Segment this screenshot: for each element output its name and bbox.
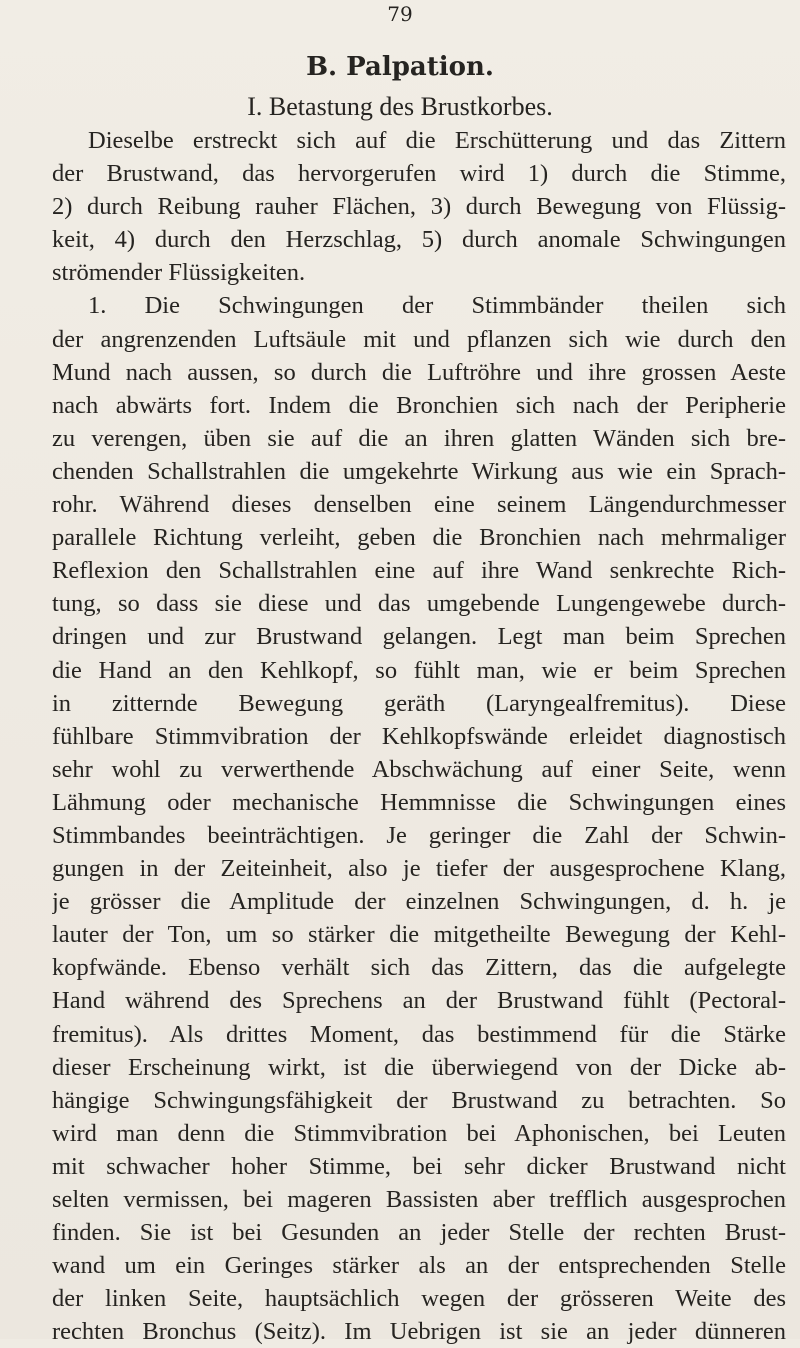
text-line: wand um ein Geringes stärker als an der entsprechenden Stelle (52, 1252, 786, 1280)
text-line: Stimmbandes beeinträchtigen. Je geringer die Zahl der Schwin- (52, 821, 786, 849)
text-line: fremitus). Als drittes Moment, das bestimmend für die Stärke (52, 1020, 786, 1048)
section-heading: B. Palpation. (306, 52, 494, 82)
text-line: fühlbare Stimmvibration der Kehlkopfswände erleidet diagnostisch (52, 722, 786, 750)
text-line: parallele Richtung verleiht, geben die Bronchien nach mehrmaliger (52, 524, 786, 552)
text-line: rechten Bronchus (Seitz). Im Uebrigen ist sie an jeder dünneren (52, 1318, 786, 1346)
text-line: Dieselbe erstreckt sich auf die Erschütterung und das Zittern (88, 127, 786, 154)
text-line: die Hand an den Kehlkopf, so fühlt man, wie er beim Sprechen (52, 656, 786, 684)
text-line: kopfwände. Ebenso verhält sich das Zittern, das die aufgelegte (52, 954, 786, 982)
text-line: strömender Flüssigkeiten. (52, 259, 306, 287)
text-line: keit, 4) durch den Herzschlag, 5) durch anomale Schwingungen (52, 226, 786, 254)
text-line: chenden Schallstrahlen die umgekehrte Wirkung aus wie ein Sprach- (52, 457, 786, 485)
text-line: lauter der Ton, um so stärker die mitgetheilte Bewegung der Kehl- (52, 921, 786, 949)
page-number: 79 (387, 2, 413, 26)
text-line: 1. Die Schwingungen der Stimmbänder theilen sich (88, 292, 786, 320)
subsection-heading: I. Betastung des Brustkorbes. (247, 92, 553, 121)
text-line: der linken Seite, hauptsächlich wegen der grösseren Weite des (52, 1285, 786, 1313)
text-line: wird man denn die Stimmvibration bei Aphonischen, bei Leuten (52, 1119, 786, 1147)
text-line: hängige Schwingungsfähigkeit der Brustwand zu betrachten. So (52, 1086, 786, 1114)
text-line: sehr wohl zu verwerthende Abschwächung auf einer Seite, wenn (52, 755, 786, 783)
text-line: je grösser die Amplitude der einzelnen Schwingungen, d. h. je (52, 888, 786, 916)
text-line: finden. Sie ist bei Gesunden an jeder Stelle der rechten Brust- (52, 1219, 786, 1247)
text-line: dringen und zur Brustwand gelangen. Legt man beim Sprechen (52, 623, 786, 651)
text-line: in zitternde Bewegung geräth (Laryngealfremitus). Diese (52, 689, 786, 717)
text-line: der angrenzenden Luftsäule mit und pflanzen sich wie durch den (52, 325, 786, 353)
text-line: dieser Erscheinung wirkt, ist die überwiegend von der Dicke ab- (52, 1053, 786, 1081)
text-line: nach abwärts fort. Indem die Bronchien sich nach der Peripherie (52, 391, 786, 419)
text-line: gungen in der Zeiteinheit, also je tiefer der ausgesprochene Klang, (52, 855, 786, 883)
text-line: Hand während des Sprechens an der Brustwand fühlt (Pectoral- (52, 987, 786, 1015)
text-line: selten vermissen, bei mageren Bassisten aber trefflich ausgesprochen (52, 1186, 786, 1213)
text-line: tung, so dass sie diese und das umgebende Lungengewebe durch- (52, 590, 786, 618)
text-line: Lähmung oder mechanische Hemmnisse die Schwingungen eines (52, 788, 786, 816)
text-line: Reflexion den Schallstrahlen eine auf ihre Wand senkrechte Rich- (52, 557, 786, 585)
text-line: mit schwacher hoher Stimme, bei sehr dicker Brustwand nicht (52, 1152, 786, 1180)
text-line: der Brustwand, das hervorgerufen wird 1) durch die Stimme, (52, 160, 786, 188)
text-line: 2) durch Reibung rauher Flächen, 3) durch Bewegung von Flüssig- (52, 193, 786, 221)
text-line: Mund nach aussen, so durch die Luftröhre und ihre grossen Aeste (52, 358, 786, 386)
text-line: zu verengen, üben sie auf die an ihren glatten Wänden sich bre- (52, 424, 786, 452)
body-text (52, 124, 786, 1348)
text-line: rohr. Während dieses denselben eine seinem Längendurchmesser (52, 491, 786, 519)
